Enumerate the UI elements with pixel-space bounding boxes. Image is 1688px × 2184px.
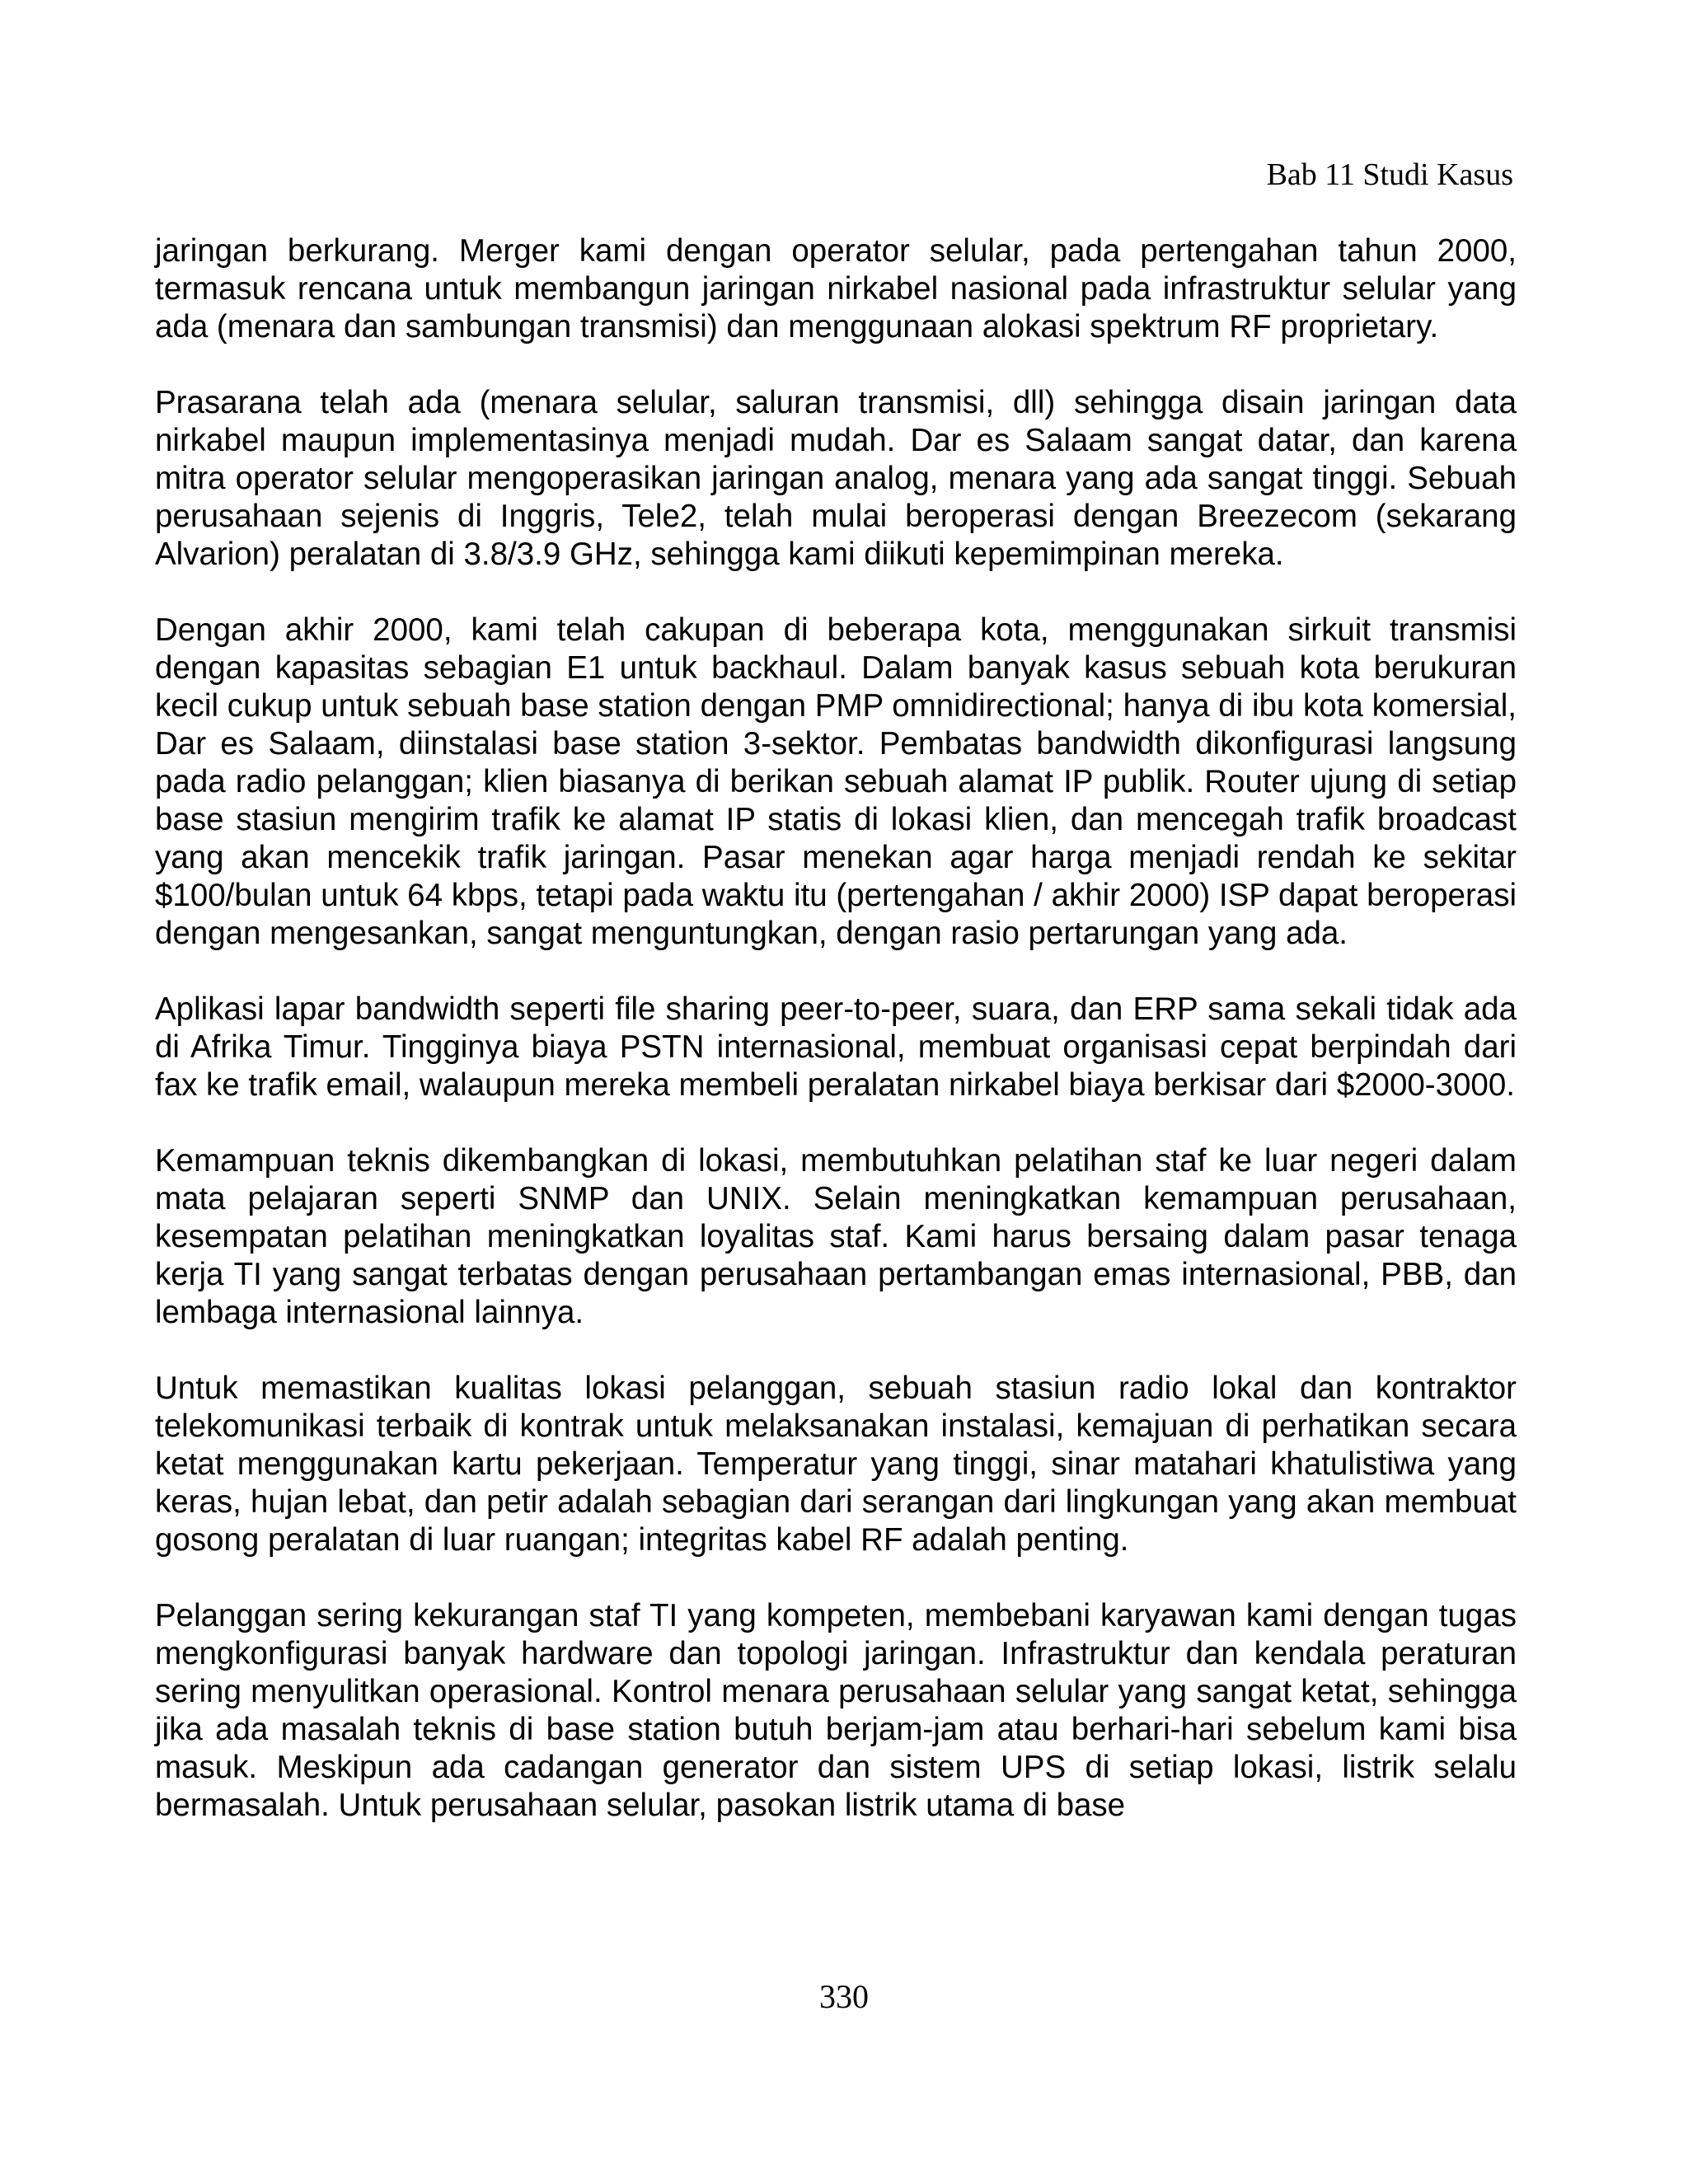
paragraph-1: jaringan berkurang. Merger kami dengan operator selular, pada pertengahan tahun 2000, termasuk rencana untuk membangun jaringan nirkabel nasional pada infrastruktur selular yang ada (menara dan sambungan transmisi) dan menggunaan alokasi spektrum RF proprietary. [155, 233, 1517, 344]
body-text [155, 232, 1517, 1825]
running-header: Bab 11 Studi Kasus [1266, 157, 1513, 192]
paragraph-6: Untuk memastikan kualitas lokasi pelanggan, sebuah stasiun radio lokal dan kontraktor telekomunikasi terbaik di kontrak untuk melaksanakan instalasi, kemajuan di perhatikan secara ketat menggunakan kartu pekerjaan. Temperatur yang tinggi, sinar matahari khatulistiwa yang keras, hujan lebat, dan petir adalah sebagian dari serangan dari lingkungan yang akan membuat gosong peralatan di luar ruangan; integritas kabel RF adalah penting. [155, 1371, 1517, 1558]
paragraph-3: Dengan akhir 2000, kami telah cakupan di beberapa kota, menggunakan sirkuit transmisi dengan kapasitas sebagian E1 untuk backhaul. Dalam banyak kasus sebuah kota berukuran kecil cukup untuk sebuah base station dengan PMP omnidirectional; hanya di ibu kota komersial, Dar es Salaam, diinstalasi base station 3-sektor. Pembatas bandwidth dikonfigurasi langsung pada radio pelanggan; klien biasanya di berikan sebuah alamat IP publik. Router ujung di setiap base stasiun mengirim trafik ke alamat IP statis di lokasi klien, dan mencegah trafik broadcast yang akan mencekik trafik jaringan. Pasar menekan agar harga menjadi rendah ke sekitar $100/bulan untuk 64 kbps, tetapi pada waktu itu (pertengahan / akhir 2000) ISP dapat beroperasi dengan mengesankan, sangat menguntungkan, dengan rasio pertarungan yang ada. [155, 612, 1517, 951]
paragraph-2: Prasarana telah ada (menara selular, saluran transmisi, dll) sehingga disain jaringan data nirkabel maupun implementasinya menjadi mudah. Dar es Salaam sangat datar, dan karena mitra operator selular mengoperasikan jaringan analog, menara yang ada sangat tinggi. Sebuah perusahaan sejenis di Inggris, Tele2, telah mulai beroperasi dengan Breezecom (sekarang Alvarion) peralatan di 3.8/3.9 GHz, sehingga kami diikuti kepemimpinan mereka. [155, 385, 1517, 572]
page-number: 330 [819, 1978, 869, 2015]
paragraph-4: Aplikasi lapar bandwidth seperti file sharing peer-to-peer, suara, dan ERP sama sekali tidak ada di Afrika Timur. Tingginya biaya PSTN internasional, membuat organisasi cepat berpindah dari fax ke trafik email, walaupun mereka membeli peralatan nirkabel biaya berkisar dari $2000-3000. [155, 991, 1517, 1103]
paragraph-7: Pelanggan sering kekurangan staf TI yang kompeten, membebani karyawan kami dengan tugas mengkonfigurasi banyak hardware dan topologi jaringan. Infrastruktur dan kendala peraturan sering menyulitkan operasional. Kontrol menara perusahaan selular yang sangat ketat, sehingga jika ada masalah teknis di base station butuh berjam-jam atau berhari-hari sebelum kami bisa masuk. Meskipun ada cadangan generator dan sistem UPS di setiap lokasi, listrik selalu bermasalah. Untuk perusahaan selular, pasokan listrik utama di base [155, 1598, 1517, 1823]
paragraph-5: Kemampuan teknis dikembangkan di lokasi, membutuhkan pelatihan staf ke luar negeri dalam mata pelajaran seperti SNMP dan UNIX. Selain meningkatkan kemampuan perusahaan, kesempatan pelatihan meningkatkan loyalitas staf. Kami harus bersaing dalam pasar tenaga kerja TI yang sangat terbatas dengan perusahaan pertambangan emas internasional, PBB, dan lembaga internasional lainnya. [155, 1143, 1517, 1330]
